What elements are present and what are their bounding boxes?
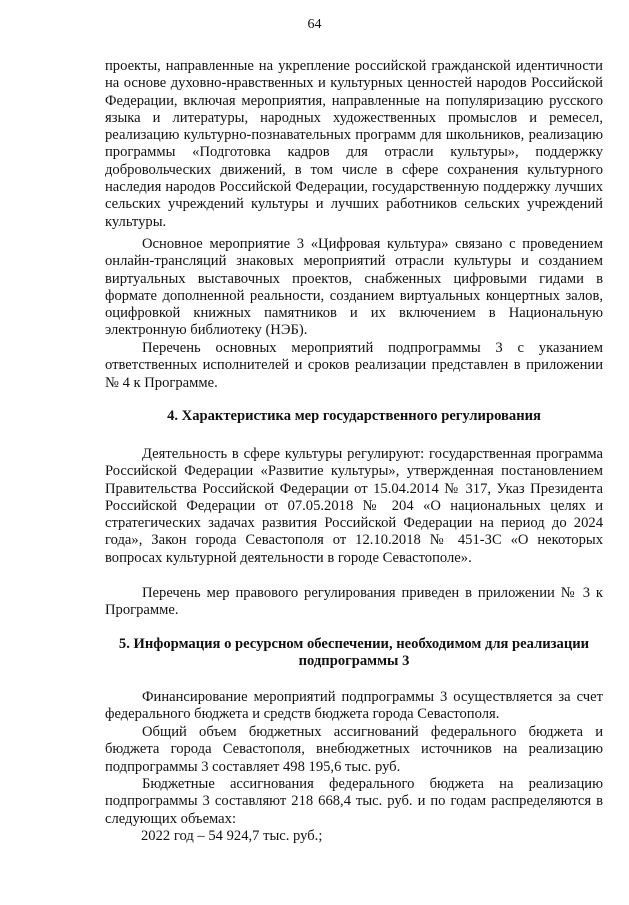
- paragraph-federal-budget: Бюджетные ассигнования федерального бюджета на реализацию подпрограммы 3 составляют 218 668,4 тыс. руб. и по годам распределяются в следующих объемах:: [105, 776, 603, 827]
- section-heading-4: 4. Характеристика мер государственного регулирования: [167, 408, 541, 424]
- paragraph-total-budget: Общий объем бюджетных ассигнований федерального бюджета и бюджета города Севастополя, внебюджетных источников на реализацию подпрограммы 3 составляет 498 195,6 тыс. руб.: [105, 724, 603, 775]
- page-number: 64: [307, 17, 322, 32]
- paragraph-digital-culture: Основное мероприятие 3 «Цифровая культура» связано с проведением онлайн-трансляций знаковых мероприятий отрасли культуры и созданием виртуальных выставочных проектов, снабженных цифровыми гидами в формате дополненной реальности, созданием виртуальных концертных залов, оцифровкой книжных памятников и их включением в Национальную электронную библиотеку (НЭБ).: [105, 236, 603, 339]
- section-heading-5: 5. Информация о ресурсном обеспечении, необходимом для реализации подпрограммы 3: [118, 636, 590, 670]
- paragraph-legal-measures: Перечень мер правового регулирования приведен в приложении № 3 к Программе.: [105, 585, 603, 619]
- paragraph-activities-list: Перечень основных мероприятий подпрограммы 3 с указанием ответственных исполнителей и сроков реализации представлен в приложении № 4 к Программе.: [105, 340, 603, 391]
- paragraph-financing: Финансирование мероприятий подпрограммы 3 осуществляется за счет федерального бюджета и средств бюджета города Севастополя.: [105, 689, 603, 723]
- paragraph-year-2022: 2022 год – 54 924,7 тыс. руб.;: [141, 828, 323, 844]
- paragraph-projects: проекты, направленные на укрепление российской гражданской идентичности на основе духовно-нравственных и культурных ценностей народов Российской Федерации, включая мероприятия, направленные на популяризацию русского языка и литературы, народных художественных промыслов и ремесел, реализацию культурно-познавательных программ для школьников, реализацию программы «Подготовка кадров для отрасли культуры», поддержку добровольческих движений, в том числе в сфере сохранения культурного наследия народов Российской Федерации, государственную поддержку лучших сельских учреждений культуры и лучших работников сельских учреждений культуры.: [105, 58, 603, 230]
- paragraph-regulation: Деятельность в сфере культуры регулируют: государственная программа Российской Федерации «Развитие культуры», утвержденная постановлением Правительства Российской Федерации от 15.04.2014 № 317, Указ Президента Российской Федерации от 07.05.2018 № 204 «О национальных целях и стратегических задачах развития Российской Федерации на период до 2024 года», Закон города Севастополя от 12.10.2018 № 451-ЗС «О некоторых вопросах культурной деятельности в городе Севастополе».: [105, 446, 603, 566]
